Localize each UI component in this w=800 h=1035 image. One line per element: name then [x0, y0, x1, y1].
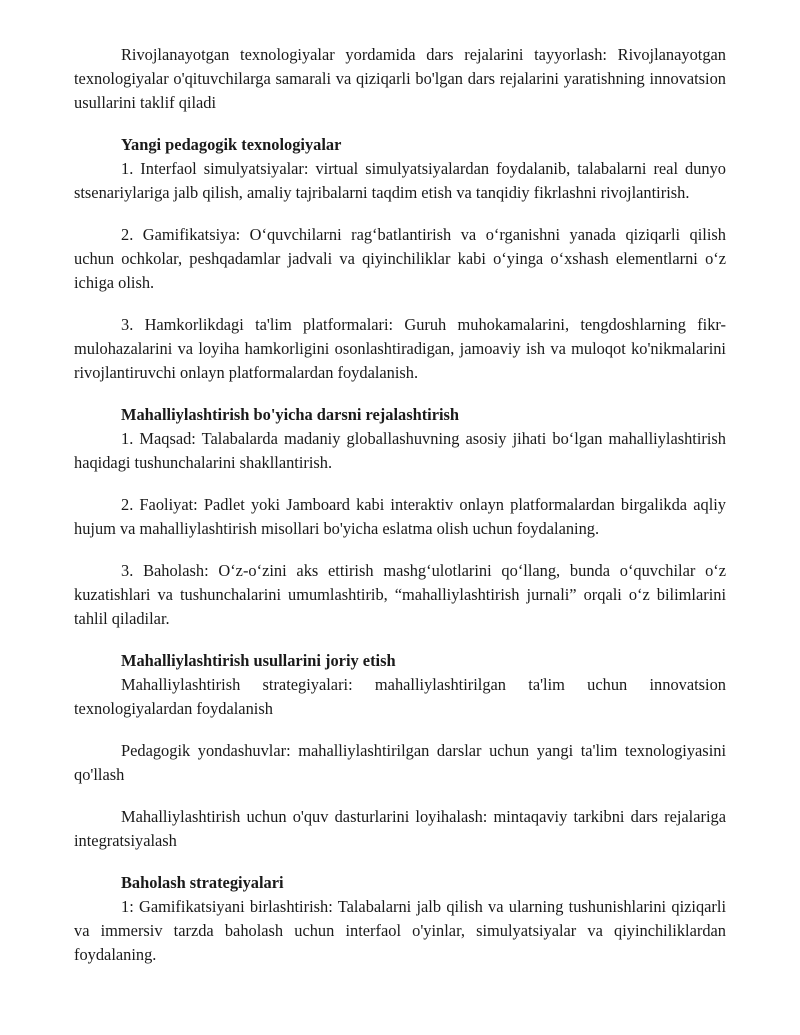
- paragraph: 2. Faoliyat: Padlet yoki Jamboard kabi interaktiv onlayn platformalardan birgalikda aqliy hujum va mahalliylashtirish misollari bo'yicha eslatma olish uchun foydalaning.: [74, 495, 726, 538]
- paragraph: Mahalliylashtirish uchun o'quv dasturlarini loyihalash: mintaqaviy tarkibni dars rejalariga integratsiyalash: [74, 807, 726, 850]
- paragraph: 3. Hamkorlikdagi ta'lim platformalari: Guruh muhokamalarini, tengdoshlarning fikr-mulohazalarini va loyiha hamkorligini osonlashtiradigan, jamoaviy ish va muloqot ko'nikmalarini rivojlantiruvchi onlayn platformalardan foydalanish.: [74, 315, 726, 382]
- section-heading-localization-methods: Mahalliylashtirish usullarini joriy etish: [121, 651, 396, 670]
- paragraph: 2. Gamifikatsiya: O‘quvchilarni rag‘batlantirish va o‘rganishni yanada qiziqarli qilish uchun ochkolar, peshqadamlar jadvali va qiyinchiliklar kabi o‘yinga o‘xshash elementlarni o‘z ichiga olish.: [74, 225, 726, 292]
- paragraph: 1. Maqsad: Talabalarda madaniy globallashuvning asosiy jihati bo‘lgan mahalliylashtirish haqidagi tushunchalarini shakllantirish.: [74, 429, 726, 472]
- section-heading-new-technologies: Yangi pedagogik texnologiyalar: [121, 135, 342, 154]
- section-heading-localization-lesson-planning: Mahalliylashtirish bo'yicha darsni rejalashtirish: [121, 405, 460, 424]
- intro-paragraph: Rivojlanayotgan texnologiyalar yordamida dars rejalarini tayyorlash: Rivojlanayotgan texnologiyalar o'qituvchilarga samarali va qiziqarli bo'lgan dars rejalarini yaratishning innovatsion usullarini taklif qiladi: [74, 45, 726, 112]
- paragraph: Mahalliylashtirish strategiyalari: mahalliylashtirilgan ta'lim uchun innovatsion texnologiyalardan foydalanish: [74, 675, 726, 718]
- paragraph: 1: Gamifikatsiyani birlashtirish: Talabalarni jalb qilish va ularning tushunishlarini qiziqarli va immersiv tarzda baholash uchun interfaol o'yinlar, simulyatsiyalar va qiyinchiliklardan foydalaning.: [74, 897, 726, 964]
- paragraph: Pedagogik yondashuvlar: mahalliylashtirilgan darslar uchun yangi ta'lim texnologiyasini qo'llash: [74, 741, 726, 784]
- paragraph: 1. Interfaol simulyatsiyalar: virtual simulyatsiyalardan foydalanib, talabalarni real dunyo stsenariylariga jalb qilish, amaliy tajribalarni taqdim etish va tanqidiy fikrlashni rivojlantirish.: [74, 159, 726, 202]
- section-heading-assessment-strategies: Baholash strategiyalari: [121, 873, 284, 892]
- paragraph: 3. Baholash: O‘z-o‘zini aks ettirish mashg‘ulotlarini qo‘llang, bunda o‘quvchilar o‘z kuzatishlari va tushunchalarini umumlashtirib, “mahalliylashtirish jurnali” orqali o‘z bilimlarini tahlil qiladilar.: [74, 561, 726, 628]
